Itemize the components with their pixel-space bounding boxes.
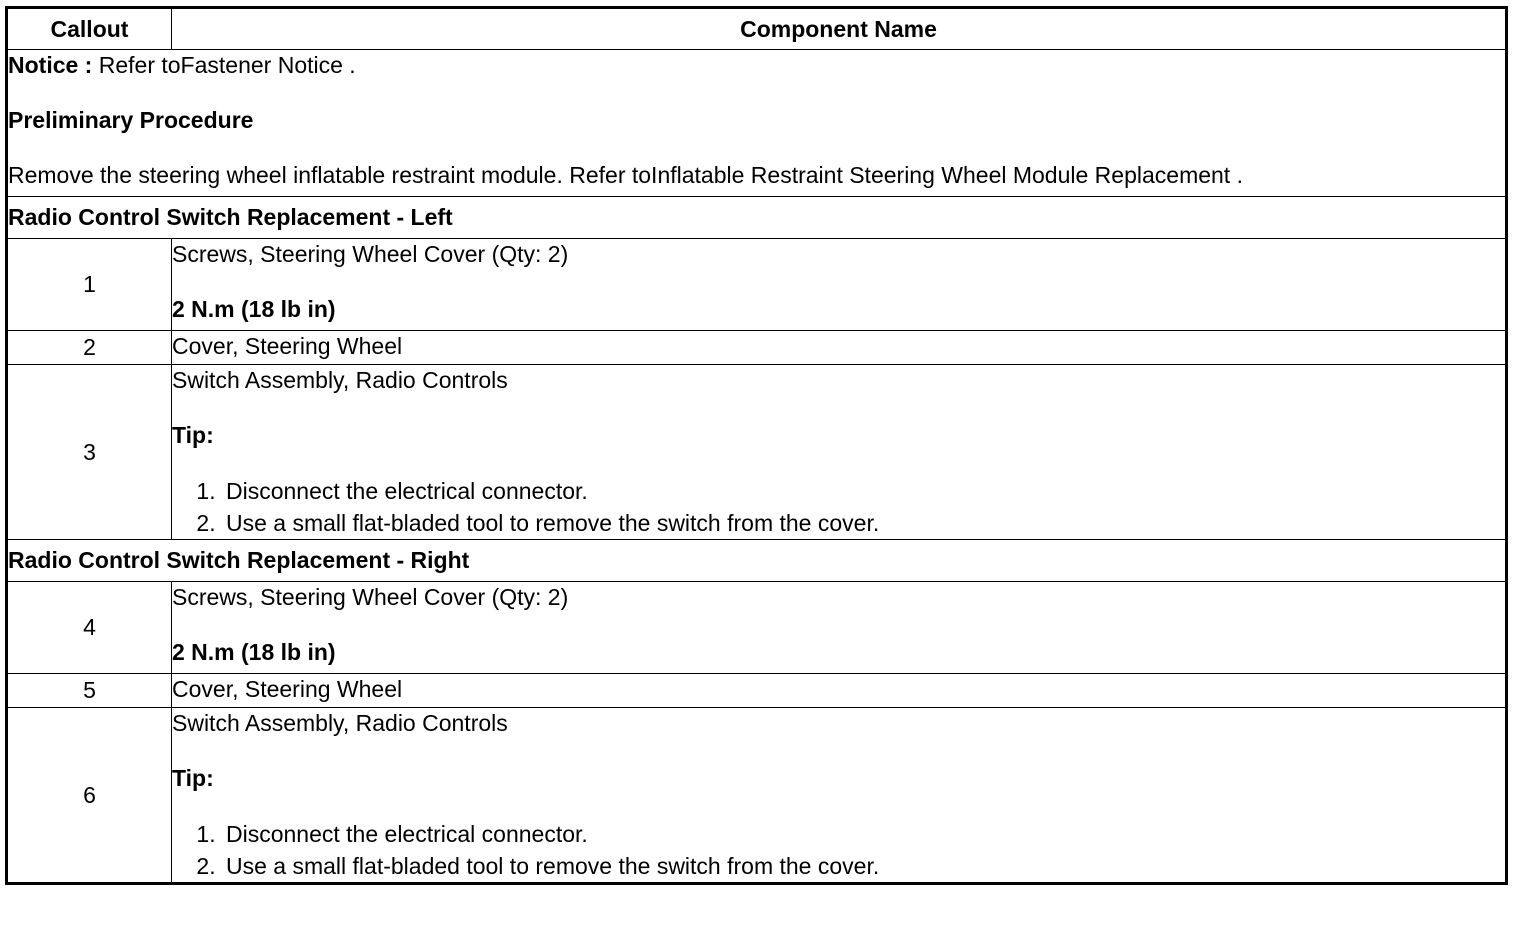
steps-list [172, 475, 1505, 539]
component-name: Cover, Steering Wheel [172, 676, 403, 702]
list-item: 2. Use a small flat-bladed tool to remove the switch from the cover. [222, 850, 1505, 882]
callout-cell: 3 [7, 365, 172, 540]
tip-label: Tip: [172, 765, 214, 791]
table-row [7, 708, 1507, 884]
callout-cell: 4 [7, 582, 172, 674]
section-row [7, 540, 1507, 582]
preliminary-text: Remove the steering wheel inflatable restraint module. Refer toInflatable Restraint Steering Wheel Module Replacement . [8, 162, 1243, 188]
steps-list [172, 818, 1505, 882]
tip-label: Tip: [172, 422, 214, 448]
callout-cell: 1 [7, 239, 172, 331]
component-cell [172, 674, 1507, 708]
torque-spec: 2 N.m (18 lb in) [172, 639, 336, 665]
callout-cell: 2 [7, 331, 172, 365]
table-row [7, 582, 1507, 674]
callout-header: Callout [7, 8, 172, 50]
component-name: Cover, Steering Wheel [172, 333, 403, 359]
component-cell [172, 331, 1507, 365]
component-name-header: Component Name [172, 8, 1507, 50]
intro-row [7, 50, 1507, 197]
component-name: Switch Assembly, Radio Controls [172, 367, 508, 393]
callout-cell: 5 [7, 674, 172, 708]
component-name: Screws, Steering Wheel Cover (Qty: 2) [172, 584, 569, 610]
intro-cell [7, 50, 1507, 197]
section-title: Radio Control Switch Replacement - Left [7, 197, 1507, 239]
list-item: 2. Use a small flat-bladed tool to remove the switch from the cover. [222, 507, 1505, 539]
component-cell [172, 708, 1507, 884]
component-cell [172, 365, 1507, 540]
component-name: Screws, Steering Wheel Cover (Qty: 2) [172, 241, 569, 267]
preliminary-heading: Preliminary Procedure [8, 107, 254, 133]
table-row [7, 239, 1507, 331]
notice-label: Notice : [8, 52, 93, 78]
component-table [5, 6, 1508, 885]
table-header-row [7, 8, 1507, 50]
component-cell [172, 239, 1507, 331]
callout-cell: 6 [7, 708, 172, 884]
torque-spec: 2 N.m (18 lb in) [172, 296, 336, 322]
notice-text: Refer toFastener Notice . [92, 52, 356, 78]
section-row [7, 197, 1507, 239]
table-row [7, 365, 1507, 540]
table-row [7, 674, 1507, 708]
list-item: 1. Disconnect the electrical connector. [222, 818, 1505, 850]
component-name: Switch Assembly, Radio Controls [172, 710, 508, 736]
table-row [7, 331, 1507, 365]
list-item: 1. Disconnect the electrical connector. [222, 475, 1505, 507]
notice-line [8, 50, 1505, 105]
component-cell [172, 582, 1507, 674]
section-title: Radio Control Switch Replacement - Right [7, 540, 1507, 582]
